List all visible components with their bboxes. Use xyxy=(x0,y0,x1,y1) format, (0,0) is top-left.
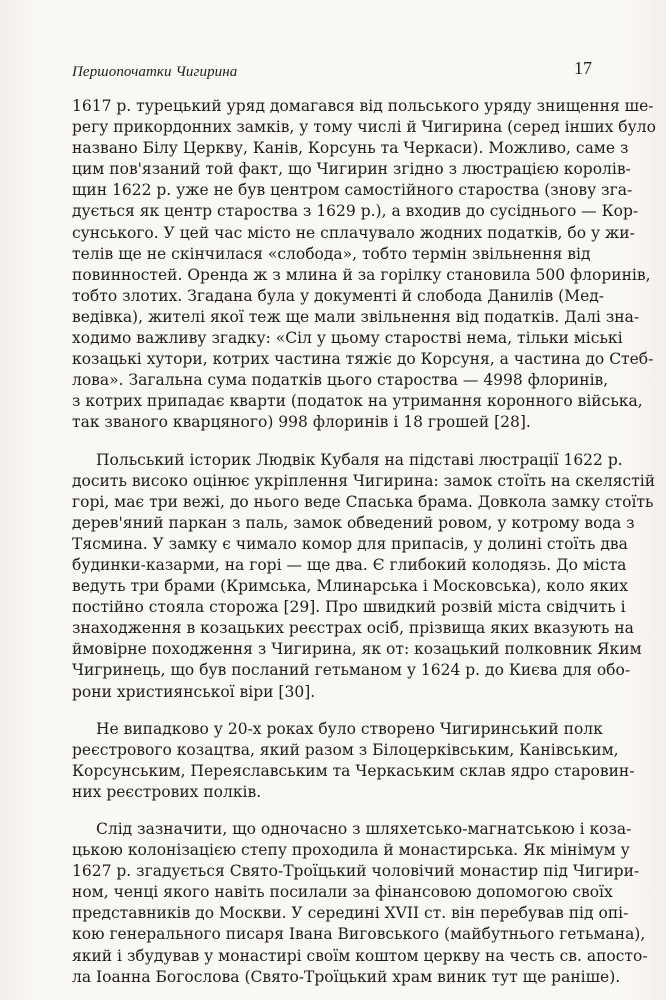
text-line: досить високо оцінює укріплення Чигирина: замок стоїть на скелястій xyxy=(72,471,656,490)
body-text xyxy=(72,96,656,988)
text-line: сунського. У цей час місто не сплачувало жодних податків, бо у жи- xyxy=(72,223,635,242)
text-line: Корсунським, Переяславським та Черкаським склав ядро старовин- xyxy=(72,761,635,780)
text-line: Не випадково у 20-х роках було створено Чигиринський полк xyxy=(96,719,603,738)
text-line: щин 1622 р. уже не був центром самостійного староства (знову зга- xyxy=(72,181,633,200)
page-header xyxy=(72,57,592,85)
paragraph xyxy=(72,719,635,803)
text-line: ведівка), жителі якої теж ще мали звільнення від податків. Далі зна- xyxy=(72,307,640,326)
paragraph-gap xyxy=(72,434,588,450)
text-line: 1617 р. турецький уряд домагався від польського уряду знищення ше- xyxy=(72,97,654,115)
paragraph-gap xyxy=(72,703,588,719)
text-line: Чигринець, що був посланий гетьманом у 1624 р. до Києва для обо- xyxy=(72,661,631,680)
text-line: ла Іоанна Богослова (Свято-Троїцький храм виник тут ще раніше). xyxy=(72,967,621,986)
text-line: так званого кварцяного) 998 флоринів і 18 грошей [28]. xyxy=(72,413,531,432)
text-line: них реєстрових полків. xyxy=(72,782,262,801)
text-line: тобто злотих. Згадана була у документі й слобода Данилів (Мед- xyxy=(72,286,605,305)
text-line: горі, має три вежі, до нього веде Спаська брама. Довкола замку стоїть xyxy=(72,492,654,511)
paragraph xyxy=(72,450,656,703)
running-title: Першопочатки Чигирина xyxy=(72,64,238,80)
text-line: реєстрового козацтва, який разом з Білоцерківським, Канівським, xyxy=(72,740,619,759)
text-line: повинностей. Оренда ж з млина й за горілку становила 500 флоринів, xyxy=(72,265,651,284)
paragraph-gap xyxy=(72,803,588,819)
text-line: ймовірне походження з Чигирина, як от: козацький полковник Яким xyxy=(72,640,642,659)
text-line: лова». Загальна сума податків цього староства — 4998 флоринів, xyxy=(72,371,609,390)
text-line: з котрих припадає кварти (податок на утримання коронного війська, xyxy=(72,392,643,411)
text-line: козацькі хутори, котрих частина тяжіє до Корсуня, а частина до Стеб- xyxy=(72,350,654,369)
text-line: який і збудував у монастирі своїм коштом церкву на честь св. апосто- xyxy=(72,946,648,965)
text-line: Слід зазначити, що одночасно з шляхетсько-магнатською і коза- xyxy=(96,820,632,838)
text-line: Тясмина. У замку є чимало комор для припасів, у долині стоїть два xyxy=(72,534,628,553)
text-line: будинки-казарми, на горі — ще два. Є глибокий колодязь. До міста xyxy=(72,555,627,574)
paragraph xyxy=(72,96,656,434)
paragraph xyxy=(72,819,648,988)
text-line: представників до Москви. У середині XVII ст. він перебував під опі- xyxy=(72,904,629,923)
page-number: 17 xyxy=(574,58,592,78)
text-line: дується як центр староства з 1629 р.), а входив до сусіднього — Кор- xyxy=(72,202,639,221)
text-line: 1627 р. згадується Свято-Троїцький чоловічий монастир під Чигири- xyxy=(72,862,640,881)
text-line: ведуть три брами (Кримська, Млинарська і Московська), коло яких xyxy=(72,577,628,596)
text-line: дерев'яний паркан з паль, замок обведений ровом, у котрому вода з xyxy=(72,513,635,532)
text-line: регу прикордонних замків, у тому числі й Чигирина (серед інших було xyxy=(72,118,656,137)
text-line: кою генерального писаря Івана Виговського (майбутнього гетьмана), xyxy=(72,925,646,944)
text-line: цим пов'язаний той факт, що Чигирин згідно з люстрацією королів- xyxy=(72,160,631,179)
text-line: ходимо важливу згадку: «Сіл у цьому старостві нема, тільки міські xyxy=(72,329,623,348)
text-line: Польський історик Людвік Кубаля на підставі люстрації 1622 р. xyxy=(96,450,623,469)
text-line: цькою колонізацією степу проходила й монастирська. Як мінімум у xyxy=(72,841,630,860)
text-line: названо Білу Церкву, Канів, Корсунь та Черкаси). Можливо, саме з xyxy=(72,139,629,158)
text-line: постійно стояла сторожа [29]. Про швидкий розвій міста свідчить і xyxy=(72,598,626,617)
text-line: знаходження в козацьких реєстрах осіб, прізвища яких вказують на xyxy=(72,619,634,638)
text-line: рони християнської віри [30]. xyxy=(72,682,316,701)
text-line: ном, ченці якого навіть посилали за фінансовою допомогою своїх xyxy=(72,883,613,902)
text-line: телів ще не скінчилася «слобода», тобто термін звільнення від xyxy=(72,244,591,263)
